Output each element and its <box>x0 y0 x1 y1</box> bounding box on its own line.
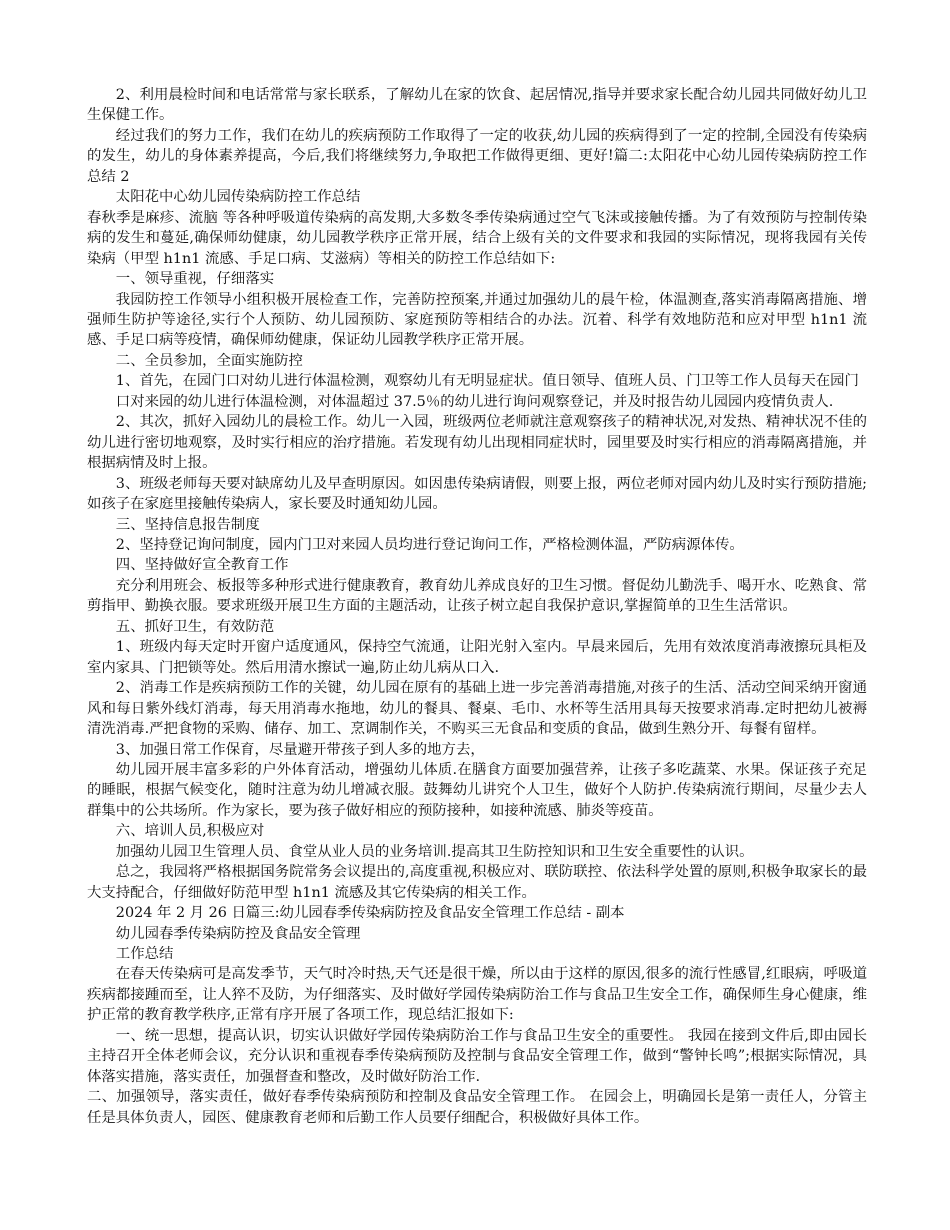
section-heading-6: 六、培训人员,积极应对 <box>115 823 265 840</box>
paragraph-7: 1、首先，在园门口对幼儿进行体温检测，观察幼儿有无明显症状。值日领导、值班人员、门卫等工作人员每天在园门 <box>115 373 859 390</box>
section-heading-5: 五、抓好卫生，有效防范 <box>115 618 275 635</box>
paragraph-9: 2、其次，抓好入园幼儿的晨检工作。幼儿一入园，班级两位老师就注意观察孩子的精神状况,对发热、精神状况不佳的幼儿进行密切地观察，及时实行相应的治疗措施。若发现有幼儿出现相同症状时，园里要及时实行相应的消毒隔离措施，并根据病情及时上报。 <box>87 414 867 472</box>
paragraph-2: 太阳花中心幼儿园传染病防控工作总结 <box>115 189 361 206</box>
section-heading-4: 四、坚持做好宣全教育工作 <box>115 557 289 574</box>
section-heading-1: 一、领导重视，仔细落实 <box>115 271 275 288</box>
paragraph-28: 二、加强领导，落实责任，做好春季传染病预防和控制及食品安全管理工作。 在园会上，明确园长是第一责任人，分管主任是具体负责人，园医、健康教育老师和后勤工作人员要仔细配合，积极做好具体工作。 <box>87 1089 867 1126</box>
paragraph-17: 2、消毒工作是疾病预防工作的关键，幼儿园在原有的基础上进一步完善消毒措施,对孩子的生活、活动空间采纳开窗通风和每日紫外线灯消毒，每天用消毒水拖地，幼儿的餐具、餐桌、毛巾、水杯等生活用具每天按要求消毒.定时把幼儿被褥清洗消毒.严把食物的采购、储存、加工、烹调制作关，不购买三无食品和变质的食品，做到生熟分开、每餐有留样。 <box>87 680 867 738</box>
paragraph-1: 经过我们的努力工作，我们在幼儿的疾病预防工作取得了一定的收获,幼儿园的疾病得到了一定的控制,全园没有传染病的发生，幼儿的身体素养提高，今后,我们将继续努力,争取把工作做得更细、更好!篇二:太阳花中心幼儿园传染病防控工作总结 2 <box>87 127 867 185</box>
paragraph-8: 口对来园的幼儿进行体温检测，对体温超过 37.5％的幼儿进行询问观察登记，并及时报告幼儿园园内疫情负责人. <box>115 393 834 410</box>
paragraph-25: 工作总结 <box>115 946 174 963</box>
paragraph-12: 2、坚持登记询问制度，园内门卫对来园人员均进行登记询问工作，严格检测体温，严防病源体传。 <box>115 536 744 553</box>
paragraph-26: 在春天传染病可是高发季节，天气时冷时热,天气还是很干燥，所以由于这样的原因,很多的流行性感冒,红眼病，呼吸道疾病都接踵而至，让人猝不及防，为仔细落实、及时做好学园传染病防治工作与食品卫生安全工作，确保师生身心健康，维护正常的教育教学秩序,正常有序开展了各项工作，现总结汇报如下: <box>87 966 867 1024</box>
paragraph-22: 总之，我园将严格根据国务院常务会议提出的,高度重视,积极应对、联防联控、依法科学处置的原则,积极争取家长的最大支持配合，仔细做好防范甲型 h1n1 流感及其它传染病的相关工作。 <box>87 864 867 901</box>
paragraph-3: 春秋季是麻疹、流脑 等各种呼吸道传染病的高发期,大多数冬季传染病通过空气飞沫或接触传播。为了有效预防与控制传染病的发生和蔓延,确保师幼健康，幼儿园教学秩序正常开展，结合上级有关的文件要求和我园的实际情况，现将我园有关传染病（甲型 h1n1 流感、手足口病、艾滋病）等相关的防控工作总结如下: <box>87 209 867 267</box>
paragraph-24: 幼儿园春季传染病防控及食品安全管理 <box>115 925 361 942</box>
paragraph-16: 1、班级内每天定时开窗户适度通风，保持空气流通，让阳光射入室内。早晨来园后，先用有效浓度消毒液擦玩具柜及室内家具、门把锁等处。然后用清水擦试一遍,防止幼儿病从口入. <box>87 639 867 676</box>
paragraph-23: 2024 年 2 月 26 日篇三:幼儿园春季传染病防控及食品安全管理工作总结 - 副本 <box>115 905 625 922</box>
section-heading-3: 三、坚持信息报告制度 <box>115 516 260 533</box>
paragraph-18: 3、加强日常工作保育，尽量避开带孩子到人多的地方去， <box>115 741 485 758</box>
paragraph-19: 幼儿园开展丰富多彩的户外体育活动，增强幼儿体质.在膳食方面要加强营养，让孩子多吃蔬菜、水果。保证孩子充足的睡眠，根据气候变化，随时注意为幼儿增减衣服。鼓舞幼儿讲究个人卫生，做好个人防护.传染病流行期间，尽量少去人群集中的公共场所。作为家长，要为孩子做好相应的预防接种，如接种流感、肺炎等疫苗。 <box>87 761 867 819</box>
section-heading-2: 二、全员参加，全面实施防控 <box>115 352 303 369</box>
paragraph-21: 加强幼儿园卫生管理人员、食堂从业人员的业务培训.提高其卫生防控知识和卫生安全重要性的认识。 <box>115 843 754 860</box>
paragraph-10: 3、班级老师每天要对缺席幼儿及早查明原因。如因患传染病请假，则要上报，两位老师对园内幼儿及时实行预防措施;如孩子在家庭里接触传染病人，家长要及时通知幼儿园。 <box>87 475 867 513</box>
paragraph-0: 2、利用晨检时间和电话常常与家长联系，了解幼儿在家的饮食、起居情况,指导并要求家长配合幼儿园共同做好幼儿卫生保健工作。 <box>87 87 867 124</box>
paragraph-27: 一、统一思想，提高认识，切实认识做好学园传染病防治工作与食品卫生安全的重要性。 我园在接到文件后,即由园长主持召开全体老师会议，充分认识和重视春季传染病预防及控制与食品安全管理工作，做到“警钟长鸣”;根据实际情况，具体落实措施，落实责任，加强督查和整改，及时做好防治工作. <box>87 1027 867 1085</box>
paragraph-14: 充分利用班会、板报等多种形式进行健康教育，教育幼儿养成良好的卫生习惯。督促幼儿勤洗手、喝开水、吃熟食、常剪指甲、勤换衣服。要求班级开展卫生方面的主题活动，让孩子树立起自我保护意识,掌握简单的卫生生活常识。 <box>87 577 867 615</box>
document-page <box>87 85 867 1128</box>
paragraph-5: 我园防控工作领导小组积极开展检查工作，完善防控预案,并通过加强幼儿的晨午检，体温测查,落实消毒隔离措施、增强师生防护等途径,实行个人预防、幼儿园预防、家庭预防等相结合的办法。沉着、科学有效地防范和应对甲型 h1n1 流感、手足口病等疫情，确保师幼健康，保证幼儿园教学秩序正常开展。 <box>87 291 867 349</box>
